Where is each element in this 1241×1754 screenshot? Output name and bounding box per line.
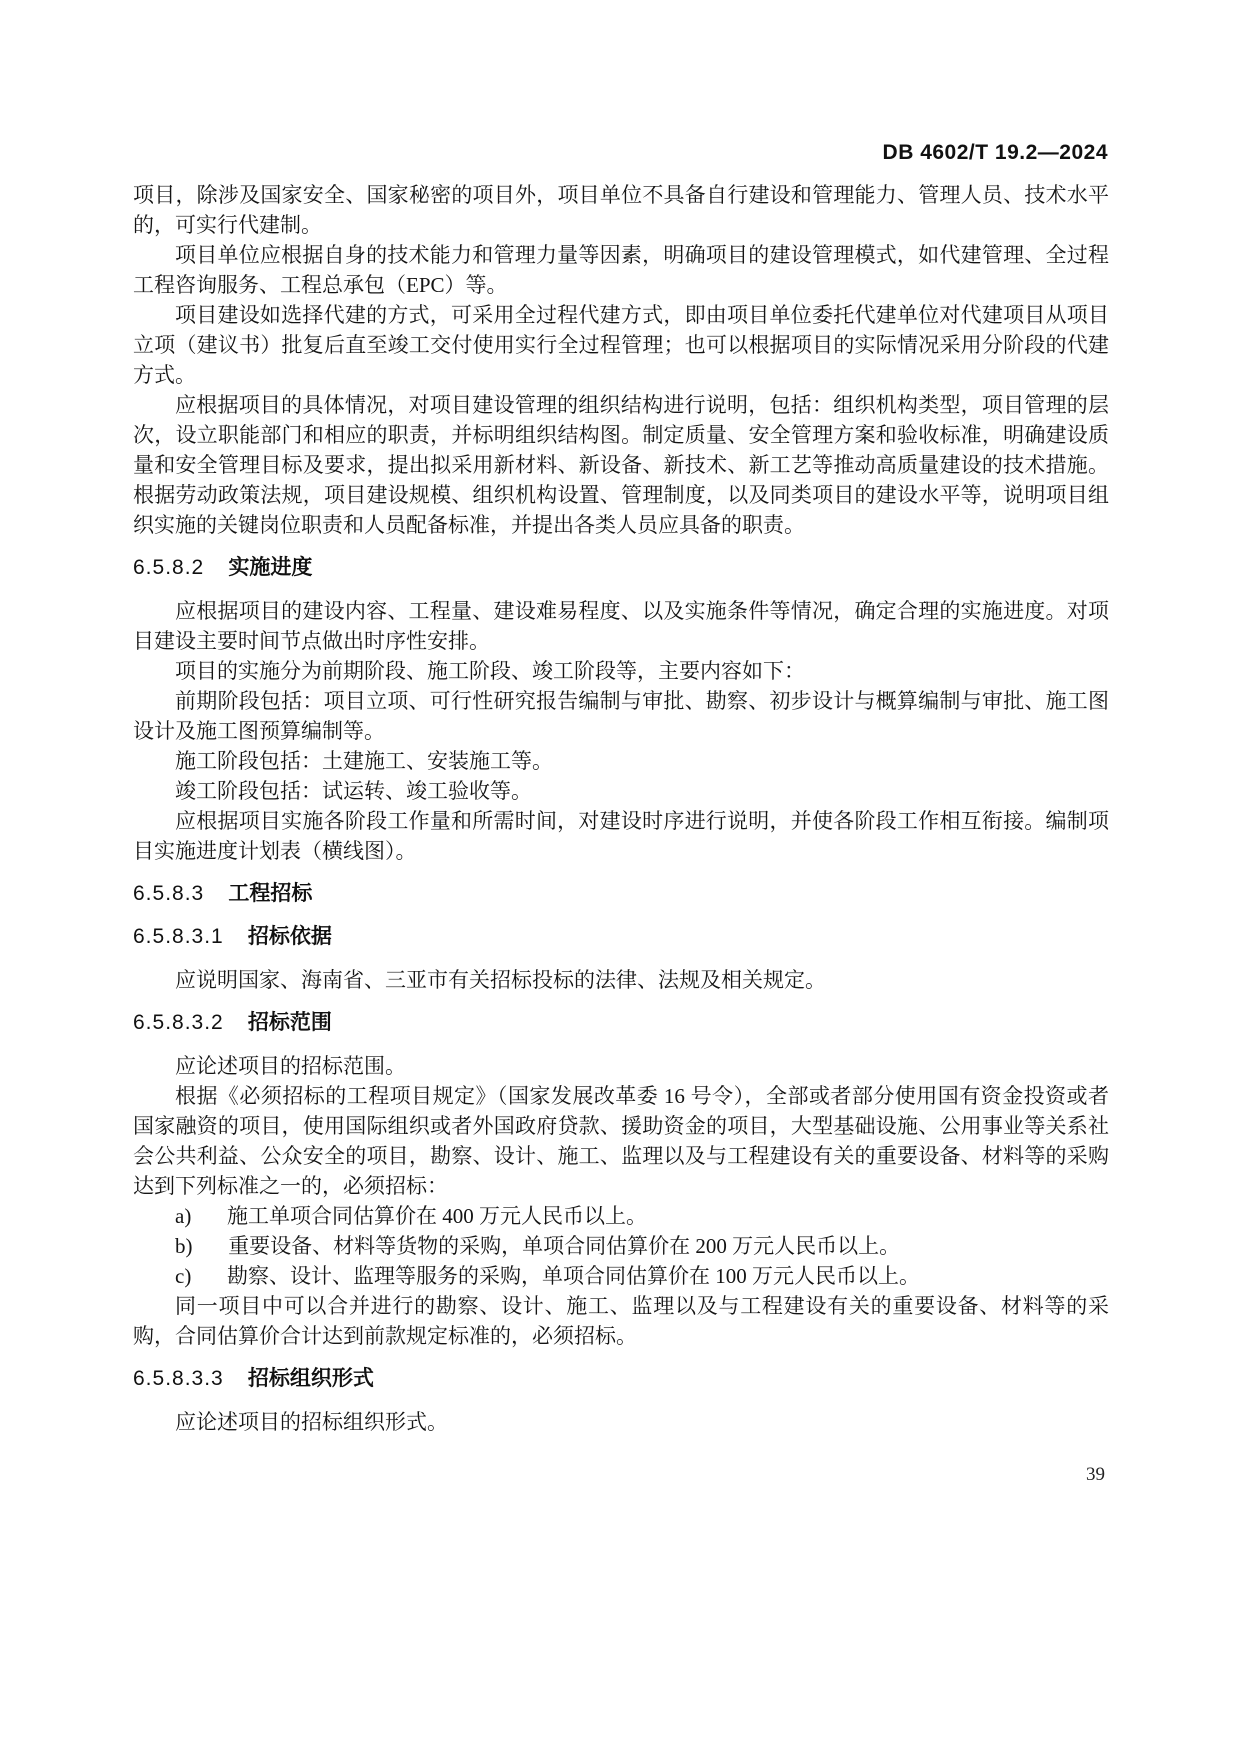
list-text: 施工单项合同估算价在 400 万元人民币以上。 bbox=[227, 1204, 648, 1228]
list-text: 勘察、设计、监理等服务的采购，单项合同估算价在 100 万元人民币以上。 bbox=[227, 1264, 921, 1288]
section-heading-6-5-8-2 bbox=[133, 553, 1109, 583]
paragraph: 应根据项目的具体情况，对项目建设管理的组织结构进行说明，包括：组织机构类型，项目管理的层次，设立职能部门和相应的职责，并标明组织结构图。制定质量、安全管理方案和验收标准，明确建设质量和安全管理目标及要求，提出拟采用新材料、新设备、新技术、新工艺等推动高质量建设的技术措施。根据劳动政策法规，项目建设规模、组织机构设置、管理制度，以及同类项目的建设水平等，说明项目组织实施的关键岗位职责和人员配备标准，并提出各类人员应具备的职责。 bbox=[133, 393, 1109, 537]
section-title: 实施进度 bbox=[228, 556, 313, 579]
page-number: 39 bbox=[1086, 1464, 1105, 1485]
list-item-b bbox=[133, 1231, 1109, 1261]
list-text: 重要设备、材料等货物的采购，单项合同估算价在 200 万元人民币以上。 bbox=[228, 1234, 901, 1258]
list-item-a bbox=[133, 1201, 1109, 1231]
section-heading-6-5-8-3-3 bbox=[133, 1364, 1109, 1394]
section-number: 6.5.8.3.1 bbox=[133, 925, 224, 948]
document-code: DB 4602/T 19.2—2024 bbox=[882, 141, 1108, 164]
paragraph: 应根据项目实施各阶段工作量和所需时间，对建设时序进行说明，并使各阶段工作相互衔接。编制项目实施进度计划表（横线图）。 bbox=[133, 809, 1109, 863]
paragraph: 应根据项目的建设内容、工程量、建设难易程度、以及实施条件等情况，确定合理的实施进度。对项目建设主要时间节点做出时序性安排。 bbox=[133, 599, 1109, 653]
paragraph: 施工阶段包括：土建施工、安装施工等。 bbox=[175, 749, 553, 773]
section-title: 招标组织形式 bbox=[247, 1367, 374, 1390]
paragraph: 前期阶段包括：项目立项、可行性研究报告编制与审批、勘察、初步设计与概算编制与审批、施工图设计及施工图预算编制等。 bbox=[133, 689, 1109, 743]
list-label: a) bbox=[175, 1204, 192, 1228]
paragraph: 根据《必须招标的工程项目规定》（国家发展改革委 16 号令），全部或者部分使用国有资金投资或者国家融资的项目，使用国际组织或者外国政府贷款、援助资金的项目，大型基础设施、公用事业等关系社会公共利益、公众安全的项目，勘察、设计、施工、监理以及与工程建设有关的重要设备、材料等的采购达到下列标准之一的，必须招标： bbox=[133, 1084, 1109, 1198]
paragraph: 项目，除涉及国家安全、国家秘密的项目外，项目单位不具备自行建设和管理能力、管理人员、技术水平的，可实行代建制。 bbox=[133, 183, 1109, 237]
paragraph: 项目建设如选择代建的方式，可采用全过程代建方式，即由项目单位委托代建单位对代建项目从项目立项（建议书）批复后直至竣工交付使用实行全过程管理；也可以根据项目的实际情况采用分阶段的代建方式。 bbox=[133, 303, 1109, 387]
document-body bbox=[133, 180, 1109, 1437]
list-item-c bbox=[133, 1261, 1109, 1291]
paragraph: 应论述项目的招标范围。 bbox=[175, 1054, 406, 1078]
paragraph: 竣工阶段包括：试运转、竣工验收等。 bbox=[175, 779, 532, 803]
section-title: 招标依据 bbox=[247, 925, 332, 948]
section-title: 工程招标 bbox=[228, 882, 313, 905]
section-heading-6-5-8-3 bbox=[133, 879, 1109, 909]
section-number: 6.5.8.2 bbox=[133, 556, 205, 579]
section-title: 招标范围 bbox=[247, 1011, 332, 1034]
section-number: 6.5.8.3.2 bbox=[133, 1011, 224, 1034]
paragraph: 同一项目中可以合并进行的勘察、设计、施工、监理以及与工程建设有关的重要设备、材料等的采购，合同估算价合计达到前款规定标准的，必须招标。 bbox=[133, 1294, 1109, 1348]
section-number: 6.5.8.3.3 bbox=[133, 1367, 224, 1390]
paragraph: 应说明国家、海南省、三亚市有关招标投标的法律、法规及相关规定。 bbox=[175, 968, 826, 992]
list-label: b) bbox=[175, 1234, 193, 1258]
section-heading-6-5-8-3-2 bbox=[133, 1008, 1109, 1038]
paragraph: 项目的实施分为前期阶段、施工阶段、竣工阶段等，主要内容如下： bbox=[175, 659, 805, 683]
section-heading-6-5-8-3-1 bbox=[133, 922, 1109, 952]
paragraph: 应论述项目的招标组织形式。 bbox=[175, 1410, 448, 1434]
section-number: 6.5.8.3 bbox=[133, 882, 205, 905]
paragraph: 项目单位应根据自身的技术能力和管理力量等因素，明确项目的建设管理模式，如代建管理、全过程工程咨询服务、工程总承包（EPC）等。 bbox=[133, 243, 1109, 297]
list-label: c) bbox=[175, 1264, 192, 1288]
